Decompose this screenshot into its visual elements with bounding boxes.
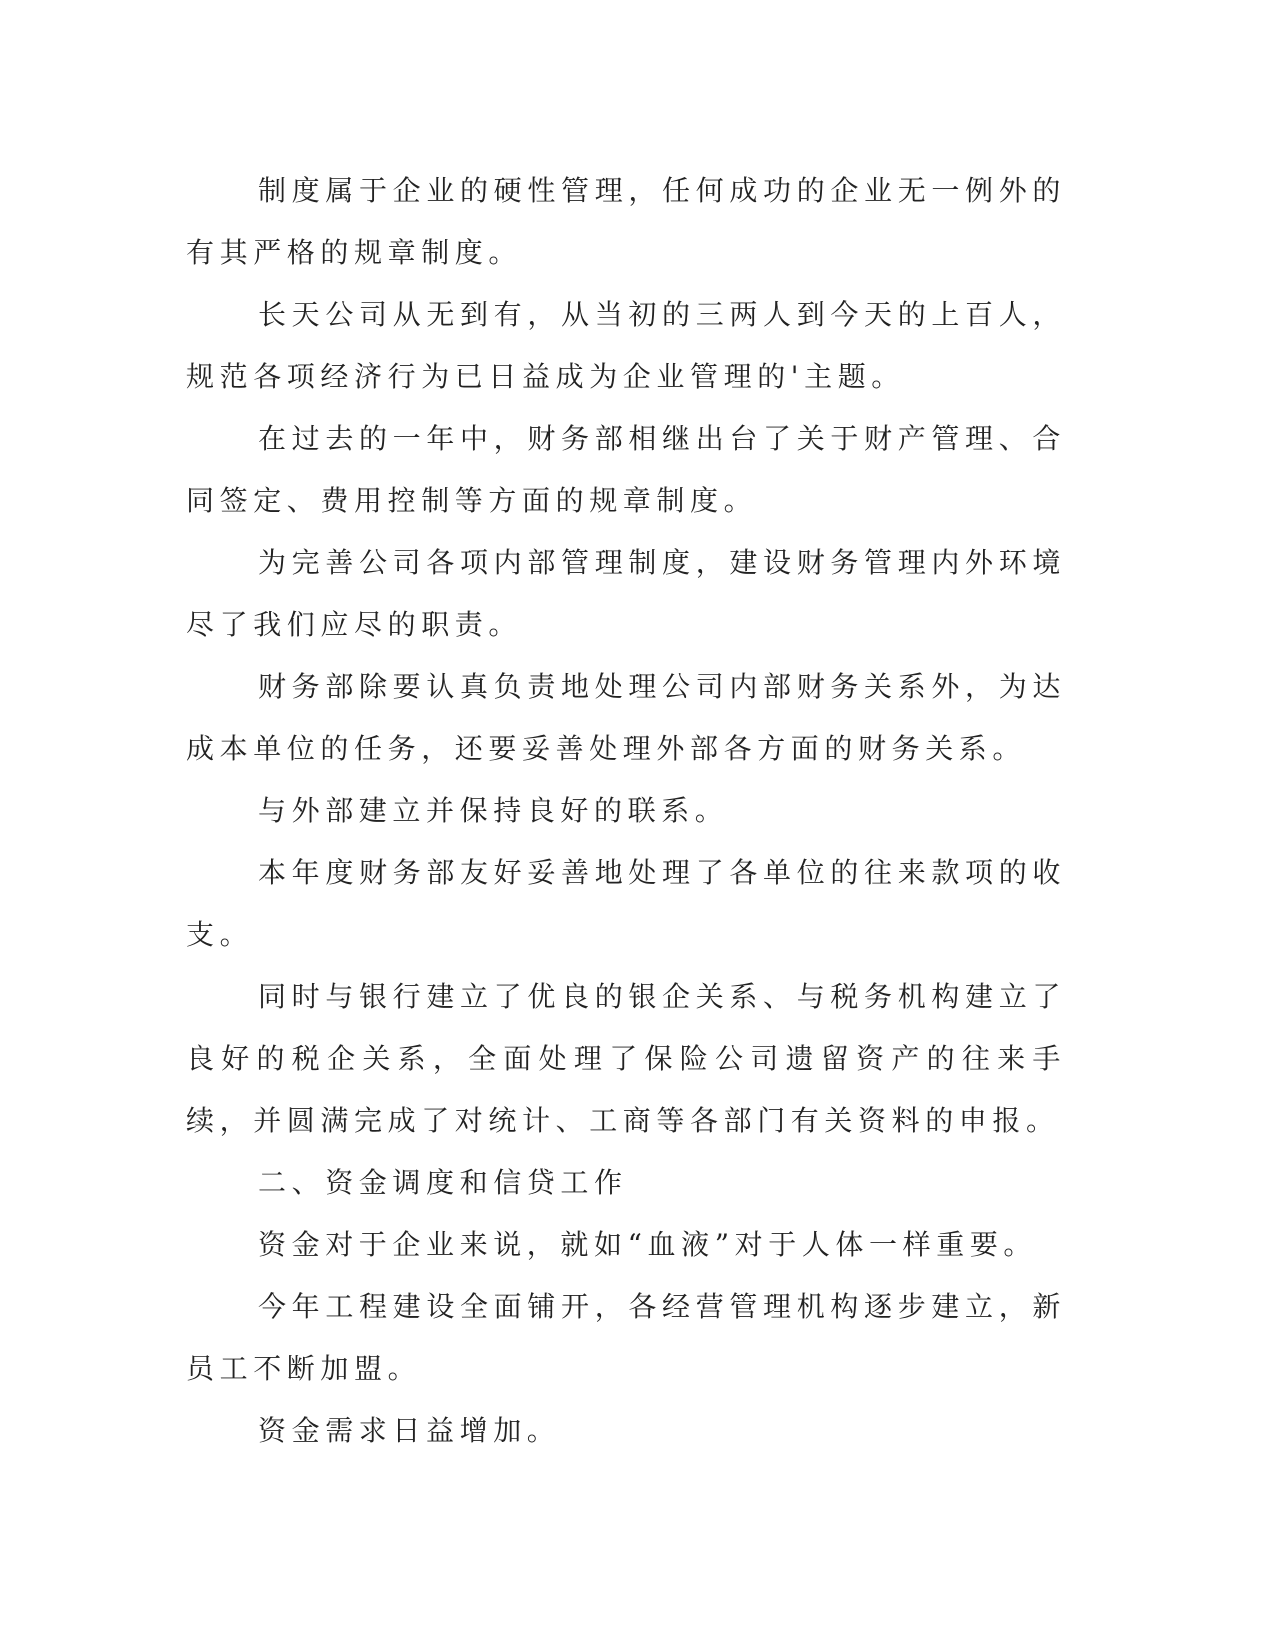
- paragraph: 制度属于企业的硬性管理，任何成功的企业无一例外的有其严格的规章制度。: [186, 174, 1066, 269]
- paragraph: 与外部建立并保持良好的联系。: [258, 794, 729, 827]
- paragraph: 同时与银行建立了优良的银企关系、与税务机构建立了良好的税企关系，全面处理了保险公司遗留资产的往来手续，并圆满完成了对统计、工商等各部门有关资料的申报。: [186, 980, 1066, 1137]
- paragraph: 资金需求日益增加。: [258, 1414, 561, 1447]
- paragraph: 财务部除要认真负责地处理公司内部财务关系外，为达成本单位的任务，还要妥善处理外部各方面的财务关系。: [186, 670, 1066, 765]
- document-body: [186, 160, 1066, 1462]
- paragraph: 今年工程建设全面铺开，各经营管理机构逐步建立，新员工不断加盟。: [186, 1290, 1066, 1385]
- paragraph: 本年度财务部友好妥善地处理了各单位的往来款项的收支。: [186, 856, 1066, 951]
- paragraph: 长天公司从无到有，从当初的三两人到今天的上百人，规范各项经济行为已日益成为企业管理的'主题。: [186, 298, 1066, 393]
- section-heading: 二、资金调度和信贷工作: [258, 1166, 628, 1199]
- paragraph: 在过去的一年中，财务部相继出台了关于财产管理、合同签定、费用控制等方面的规章制度。: [186, 422, 1066, 517]
- paragraph: 资金对于企业来说，就如“血液”对于人体一样重要。: [258, 1228, 1038, 1261]
- paragraph: 为完善公司各项内部管理制度，建设财务管理内外环境尽了我们应尽的职责。: [186, 546, 1066, 641]
